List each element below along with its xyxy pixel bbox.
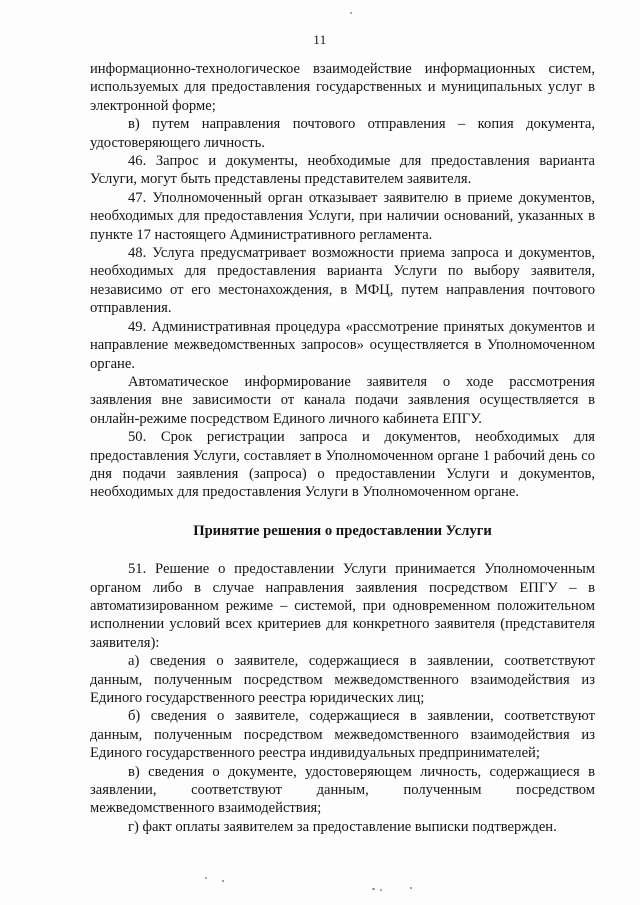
scan-speck <box>350 12 352 14</box>
document-body <box>90 60 595 836</box>
scan-speck <box>222 880 224 882</box>
paragraph-47: 47. Уполномоченный орган отказывает заявителю в приеме документов, необходимых для предоставления Услуги, при наличии оснований, указанных в пункте 17 настоящего Административного регламента. <box>90 189 595 243</box>
paragraph-50: 50. Срок регистрации запроса и документов, необходимых для предоставления Услуги, составляет в Уполномоченном органе 1 рабочий день со дня подачи заявления (запроса) о предоставлении Услуги и документов, необходимых для предоставления Услуги в Уполномоченном органе. <box>90 429 595 501</box>
scan-speck <box>205 877 207 879</box>
scan-speck <box>372 888 375 890</box>
paragraph-item-b: б) сведения о заявителе, содержащиеся в заявлении, соответствуют данным, полученным посредством межведомственного взаимодействия из Единого государственного реестра индивидуальных предпринимателей; <box>90 708 595 762</box>
scan-speck <box>380 889 382 891</box>
paragraph-continuation: информационно-технологическое взаимодействие информационных систем, используемых для предоставления государственных и муниципальных услуг в электронной форме; <box>90 61 595 114</box>
paragraph-48: 48. Услуга предусматривает возможности приема запроса и документов, необходимых для предоставления варианта Услуги по выбору заявителя, независимо от его местонахождения, в МФЦ, путем направления почтового отправления. <box>90 245 595 317</box>
paragraph-item-a: а) сведения о заявителе, содержащиеся в заявлении, соответствуют данным, полученным посредством межведомственного взаимодействия из Единого государственного реестра юридических лиц; <box>90 653 595 706</box>
paragraph-49: 49. Административная процедура «рассмотрение принятых документов и направление межведомственных запросов» осуществляется в Уполномоченном органе. <box>90 318 595 372</box>
paragraph-item-v: в) путем направления почтового отправления – копия документа, удостоверяющего личность. <box>90 116 595 151</box>
scan-speck <box>410 887 412 889</box>
section-heading: Принятие решения о предоставлении Услуги <box>193 522 492 539</box>
paragraph-item-v2: в) сведения о документе, удостоверяющем личность, содержащиеся в заявлении, соответствуют данным, полученным посредством межведомственного взаимодействия; <box>90 763 595 817</box>
paragraph-51: 51. Решение о предоставлении Услуги принимается Уполномоченным органом либо в случае направления заявления посредством ЕПГУ – в автоматизированном режиме – системой, при одновременном положительном исполнении условий всех критериев для конкретного заявителя (представителя заявителя): <box>90 561 595 651</box>
page-number: 11 <box>313 32 327 47</box>
paragraph-auto-informing: Автоматическое информирование заявителя о ходе рассмотрения заявления вне зависимости от канала подачи заявления осуществляется в онлайн-режиме посредством Единого личного кабинета ЕПГУ. <box>90 373 595 427</box>
paragraph-item-g: г) факт оплаты заявителем за предоставление выписки подтвержден. <box>128 818 557 835</box>
paragraph-46: 46. Запрос и документы, необходимые для предоставления варианта Услуги, могут быть представлены представителем заявителя. <box>90 153 595 188</box>
